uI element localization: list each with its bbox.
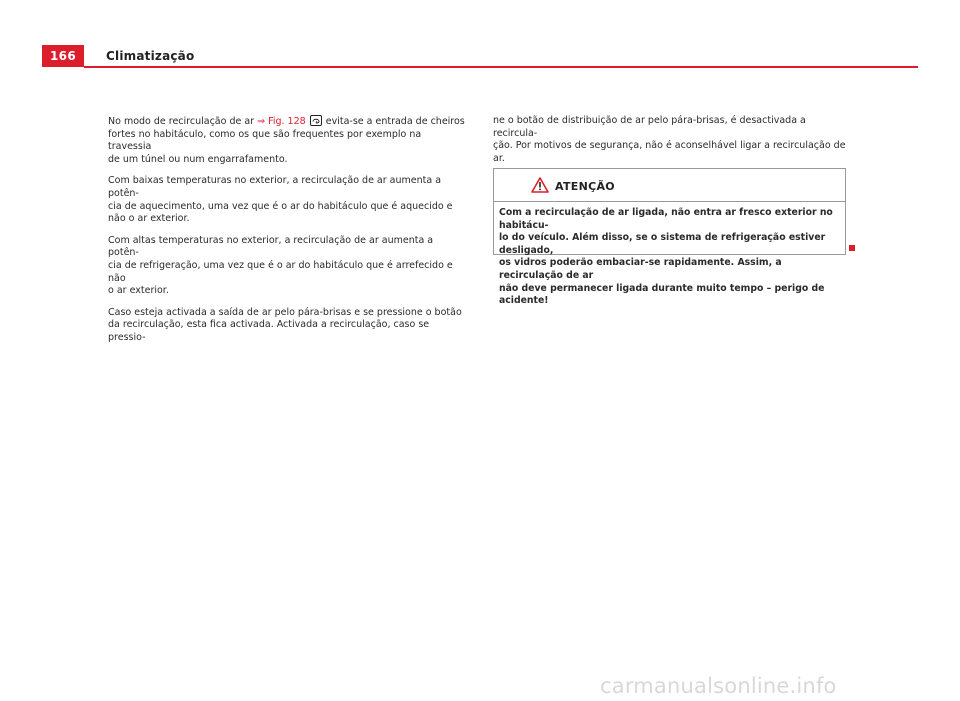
warning-title: ATENÇÃO [555,180,615,193]
paragraph-continuation: ne o botão de distribuição de ar pelo pára-brisas, é desactivada a recircula- ção. Por motivos de segurança, não é aconselhável ligar a recirculação de ar. [493,115,846,164]
figure-reference-link[interactable]: ⇒ Fig. 128 [257,116,306,127]
right-column [493,115,848,174]
paragraph-cooling: Com altas temperaturas no exterior, a recirculação de ar aumenta a potên- cia de refrigeração, uma vez que é o ar do habitáculo que é arrefecido e não o ar exterior. [108,234,453,297]
chapter-title: Climatização [106,49,195,63]
paragraph-windshield: Caso esteja activada a saída de ar pelo pára-brisas e se pressione o botão da recirculação, esta fica activada. Activada a recirculação, caso se pressio- [108,306,462,343]
header-rule [84,66,918,68]
watermark: carmanualsonline.info [600,674,837,698]
paragraph-heating: Com baixas temperaturas no exterior, a recirculação de ar aumenta a potên- cia de aquecimento, uma vez que é o ar do habitáculo que é aquecido e não o ar exterior. [108,175,453,225]
paragraph-text: No modo de recirculação de ar [108,116,258,127]
page-number: 166 [42,45,84,67]
paragraph-recirculation-intro [108,115,465,166]
warning-text: Com a recirculação de ar ligada, não entra ar fresco exterior no habitácu- lo do veículo. Além disso, se o sistema de refrigeração estiver desligado, os vidros poderão embaciar-se rapidamente. Assim, a recirculação de ar não deve permanecer ligada durante muito tempo – perigo de acidente! [499,207,833,307]
recirculation-icon [310,115,322,126]
paragraph-text: evita-se a entrada de cheiros fortes no habitáculo, como os que são frequentes por exemplo na travessia de um túnel ou num engarrafamento. [108,116,465,165]
left-column [108,115,465,354]
warning-box [493,168,846,307]
warning-triangle-icon [531,177,549,197]
warning-header [494,169,845,202]
section-end-marker [849,245,855,251]
